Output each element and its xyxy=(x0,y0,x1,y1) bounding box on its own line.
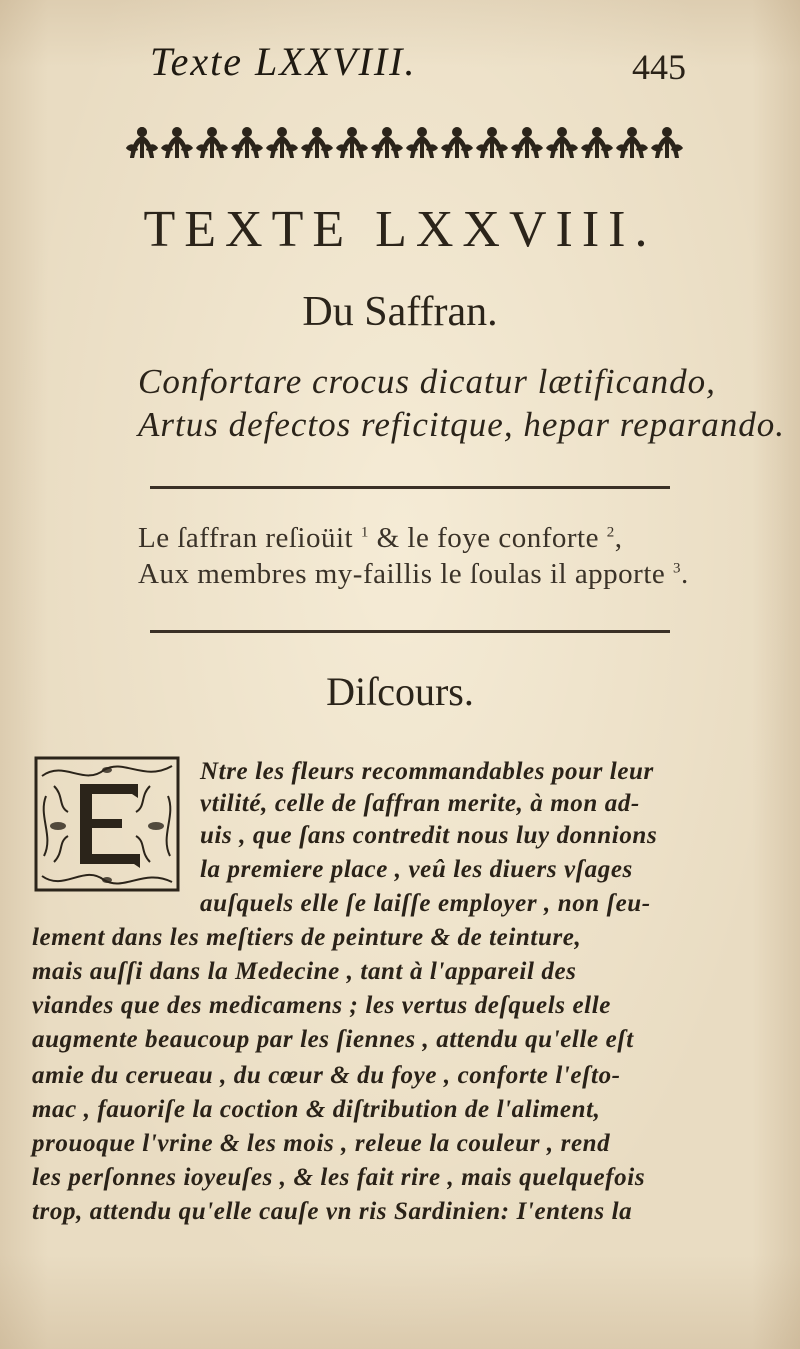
divider-rule xyxy=(150,630,670,633)
discours-line: viandes que des medicamens ; les vertus deſquels elle xyxy=(32,992,611,1019)
decorated-initial-E-icon xyxy=(34,756,180,892)
discours-heading: Diſcours. xyxy=(326,669,474,714)
latin-verse-line: Artus defectos reficitque, hepar reparando. xyxy=(138,405,785,444)
discours-line: mais auſſi dans la Medecine , tant à l'appareil des xyxy=(32,958,577,985)
page-number: 445 xyxy=(632,47,686,87)
divider-rule xyxy=(150,486,670,489)
discours-line: mac , fauoriſe la coction & diſtribution de l'aliment, xyxy=(32,1096,601,1123)
running-head xyxy=(150,38,710,88)
discours-line: uis , que ſans contredit nous luy donnions xyxy=(200,822,658,849)
latin-verse-line: Confortare crocus dicatur lætificando, xyxy=(138,362,716,401)
discours-line: augmente beaucoup par les ſiennes , attendu qu'elle eſt xyxy=(32,1026,634,1053)
floral-fleuron-band-icon xyxy=(124,122,686,162)
section-subheading: Du Saffran. xyxy=(302,289,498,335)
discours-line: Ntre les fleurs recommandables pour leur xyxy=(200,758,654,785)
french-verse-line: Le ſaffran reſioüit $^1$ & le foye conforte $^2$, xyxy=(138,522,623,554)
footnote-marker: 1 xyxy=(360,524,369,541)
footnote-marker: 2 xyxy=(606,524,615,541)
discours-line: amie du cerueau , du cœur & du foye , conforte l'eſto- xyxy=(32,1062,621,1089)
discours-line: lement dans les meſtiers de peinture & de teinture, xyxy=(32,924,582,951)
french-verse-line: Aux membres my-faillis le ſoulas il apporte $^3$. xyxy=(138,558,689,590)
section-heading: TEXTE LXXVIII. xyxy=(143,201,657,258)
discours-line: trop, attendu qu'elle cauſe vn ris Sardinien: I'entens la xyxy=(32,1198,633,1225)
discours-line: les perſonnes ioyeuſes , & les fait rire , mais quelquefois xyxy=(32,1164,646,1191)
discours-line: la premiere place , veû les diuers vſages xyxy=(200,856,633,883)
discours-line: vtilité, celle de ſaffran merite, à mon ad- xyxy=(200,790,640,817)
discours-line: auſquels elle ſe laiſſe employer , non ſeu- xyxy=(200,890,651,917)
discours-line: prouoque l'vrine & les mois , releue la couleur , rend xyxy=(32,1130,611,1157)
footnote-marker: 3 xyxy=(673,560,682,577)
running-title: Texte LXXVIII. xyxy=(150,39,417,84)
